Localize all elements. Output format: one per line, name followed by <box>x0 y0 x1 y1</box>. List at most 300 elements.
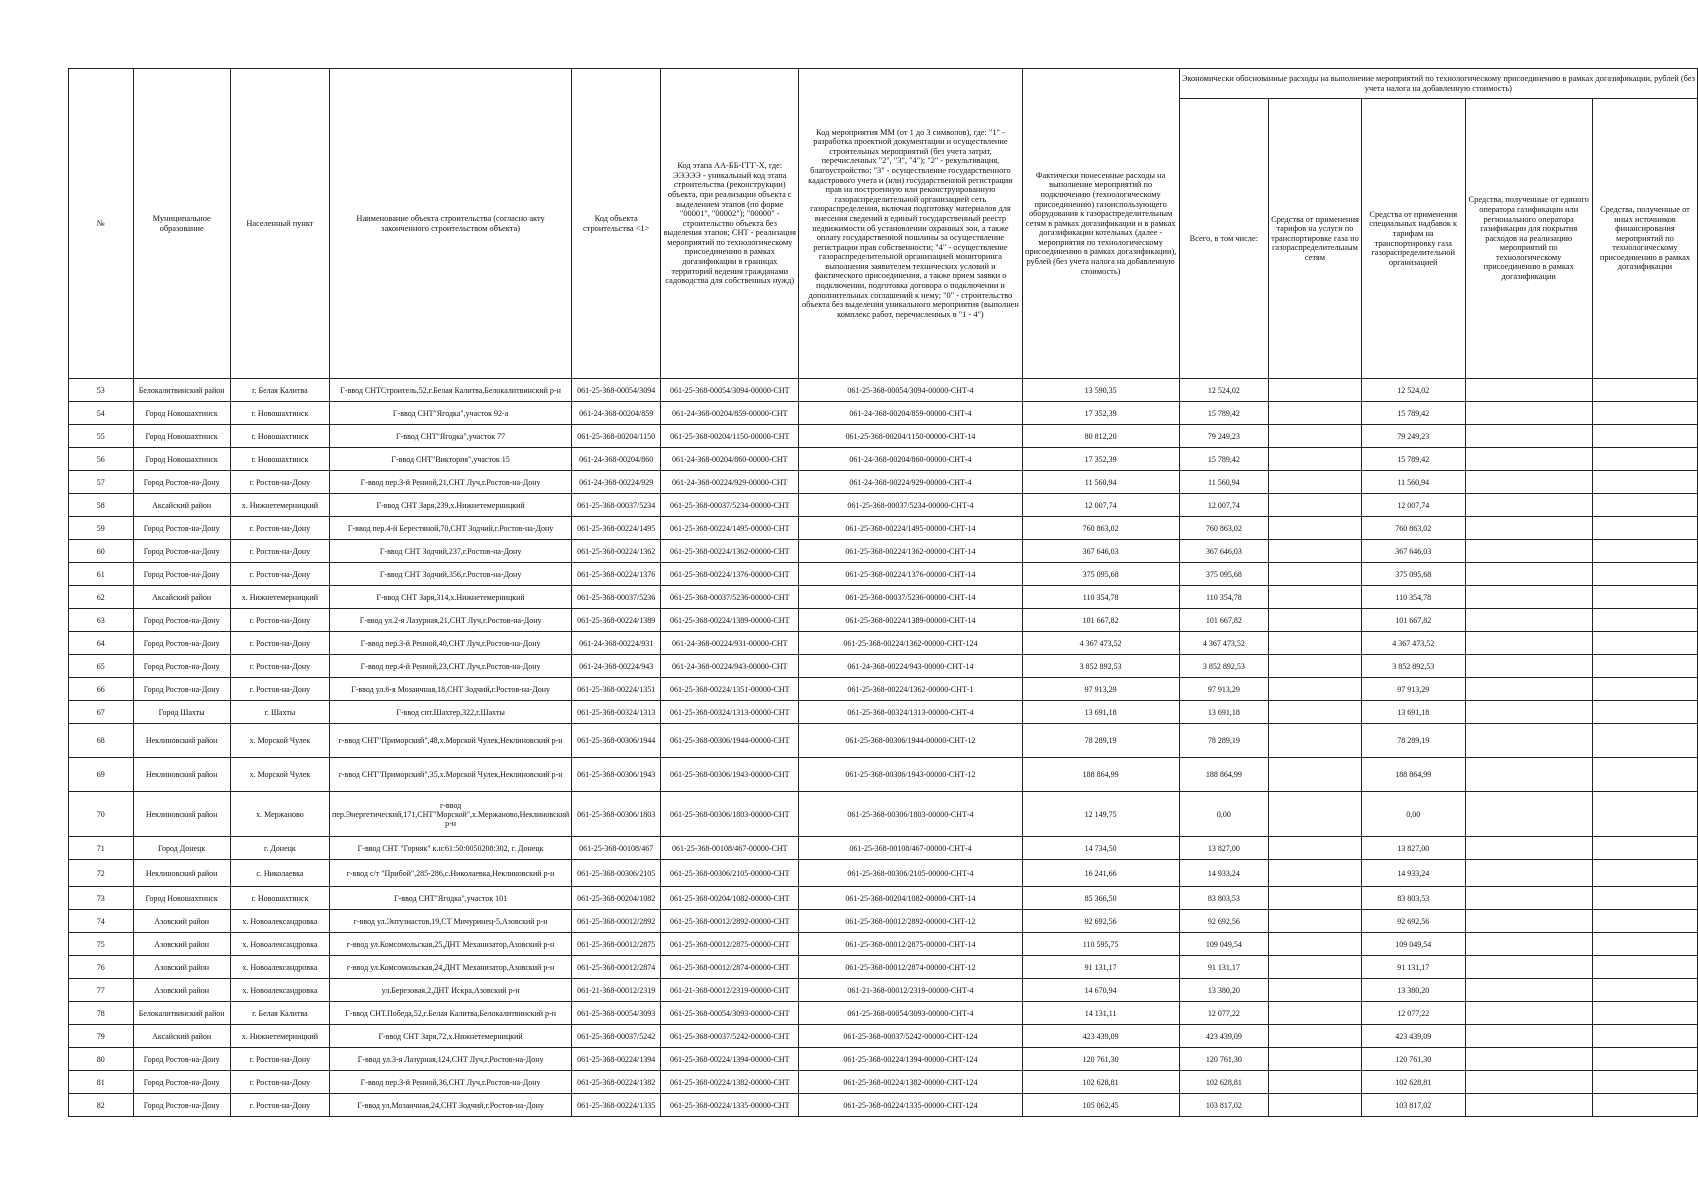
tariff-funds-cell <box>1268 494 1361 517</box>
municipality-cell: Город Ростов-на-Дону <box>133 609 230 632</box>
row-number: 68 <box>69 724 134 758</box>
total-cell: 120 761,30 <box>1179 1048 1268 1071</box>
operator-funds-cell <box>1465 1002 1592 1025</box>
object-name-cell: Г-ввод СНТСтроитель,52,г.Белая Калитва,Белокалитвинский р-н <box>330 379 572 402</box>
object-code-cell: 061-25-368-00037/5242 <box>572 1025 661 1048</box>
header-stage-code: Код этапа АА-ББ-ГГГ-Х, где: ЭЭЭЭЭ - уникальный код этапа строительства (реконструкции) объекта, при реализации объекта с выделением этапов (по форме "00001", "00002"); "00000" - строительство объекта без выделения этапов; СНТ - реализация мероприятий по технологическому присоединению в рамках догазификации в границах территорий ведения гражданами садоводства для собственных нужд) <box>661 69 799 379</box>
operator-funds-cell <box>1465 1071 1592 1094</box>
surcharge-funds-cell: 13 380,20 <box>1361 979 1465 1002</box>
operator-funds-cell <box>1465 632 1592 655</box>
operator-funds-cell <box>1465 758 1592 792</box>
object-name-cell: Г-ввод ул.Мозаичная,24,СНТ Зодчий,г.Ростов-на-Дону <box>330 1094 572 1117</box>
other-funds-cell <box>1592 655 1697 678</box>
settlement-cell: г. Ростов-на-Дону <box>230 1071 329 1094</box>
operator-funds-cell <box>1465 586 1592 609</box>
row-number: 75 <box>69 933 134 956</box>
settlement-cell: г. Новошахтинск <box>230 887 329 910</box>
table-row <box>69 448 1698 471</box>
row-number: 73 <box>69 887 134 910</box>
object-code-cell: 061-25-368-00012/2874 <box>572 956 661 979</box>
row-number: 59 <box>69 517 134 540</box>
stage-code-cell: 061-25-368-00037/5234-00000-СНТ <box>661 494 799 517</box>
other-funds-cell <box>1592 956 1697 979</box>
header-operator-funds: Средства, полученные от единого оператора газификации или регионального оператора газификации для покрытия расходов на реализацию мероприятий по технологическому присоединению в рамках догазификации <box>1465 99 1592 379</box>
stage-code-cell: 061-24-368-00224/931-00000-СНТ <box>661 632 799 655</box>
row-number: 53 <box>69 379 134 402</box>
tariff-funds-cell <box>1268 540 1361 563</box>
stage-code-cell: 061-25-368-00204/1082-00000-СНТ <box>661 887 799 910</box>
object-name-cell: Г-ввод СНТ Зодчий,237,г.Ростов-на-Дону <box>330 540 572 563</box>
operator-funds-cell <box>1465 724 1592 758</box>
table-row <box>69 758 1698 792</box>
operator-funds-cell <box>1465 655 1592 678</box>
actual-costs-cell: 4 367 473,52 <box>1022 632 1179 655</box>
total-cell: 92 692,56 <box>1179 910 1268 933</box>
total-cell: 15 789,42 <box>1179 402 1268 425</box>
object-code-cell: 061-25-368-00054/3093 <box>572 1002 661 1025</box>
object-name-cell: Г-ввод СНТ.Победа,52,г.Белая Калитва,Белокалитвинский р-н <box>330 1002 572 1025</box>
settlement-cell: г. Ростов-на-Дону <box>230 609 329 632</box>
tariff-funds-cell <box>1268 979 1361 1002</box>
object-code-cell: 061-25-368-00012/2875 <box>572 933 661 956</box>
row-number: 71 <box>69 837 134 860</box>
object-name-cell: ул.Березовая,2,ДНТ Искра,Азовский р-н <box>330 979 572 1002</box>
surcharge-funds-cell: 12 007,74 <box>1361 494 1465 517</box>
actual-costs-cell: 13 590,35 <box>1022 379 1179 402</box>
total-cell: 79 249,23 <box>1179 425 1268 448</box>
measure-code-cell: 061-25-368-00306/2105-00000-СНТ-4 <box>799 860 1022 887</box>
object-code-cell: 061-25-368-00204/1082 <box>572 887 661 910</box>
total-cell: 14 933,24 <box>1179 860 1268 887</box>
object-code-cell: 061-25-368-00224/1351 <box>572 678 661 701</box>
object-name-cell: Г-ввод СНТ "Горняк" к.н:61:50:0050208:302, г. Донецк <box>330 837 572 860</box>
operator-funds-cell <box>1465 425 1592 448</box>
row-number: 78 <box>69 1002 134 1025</box>
object-name-cell: Г-ввод СНТ"Ягодка",участок 101 <box>330 887 572 910</box>
settlement-cell: г. Донецк <box>230 837 329 860</box>
municipality-cell: Белокалитвинский район <box>133 1002 230 1025</box>
row-number: 76 <box>69 956 134 979</box>
municipality-cell: Город Ростов-на-Дону <box>133 1048 230 1071</box>
actual-costs-cell: 92 692,56 <box>1022 910 1179 933</box>
tariff-funds-cell <box>1268 402 1361 425</box>
operator-funds-cell <box>1465 1025 1592 1048</box>
other-funds-cell <box>1592 837 1697 860</box>
actual-costs-cell: 16 241,66 <box>1022 860 1179 887</box>
total-cell: 12 077,22 <box>1179 1002 1268 1025</box>
object-name-cell: Г-ввод СНТ"Ягодка",участок 92-а <box>330 402 572 425</box>
tariff-funds-cell <box>1268 701 1361 724</box>
measure-code-cell: 061-25-368-00204/1082-00000-СНТ-14 <box>799 887 1022 910</box>
object-code-cell: 061-25-368-00224/1335 <box>572 1094 661 1117</box>
surcharge-funds-cell: 367 646,03 <box>1361 540 1465 563</box>
operator-funds-cell <box>1465 1048 1592 1071</box>
other-funds-cell <box>1592 402 1697 425</box>
object-code-cell: 061-25-368-00306/1944 <box>572 724 661 758</box>
table-row <box>69 792 1698 837</box>
object-code-cell: 061-24-368-00204/859 <box>572 402 661 425</box>
object-code-cell: 061-25-368-00037/5236 <box>572 586 661 609</box>
actual-costs-cell: 367 646,03 <box>1022 540 1179 563</box>
total-cell: 4 367 473,52 <box>1179 632 1268 655</box>
actual-costs-cell: 17 352,39 <box>1022 402 1179 425</box>
object-name-cell: г-ввод ул.Комсомольская,24,ДНТ Механизатор,Азовский р-н <box>330 956 572 979</box>
tariff-funds-cell <box>1268 758 1361 792</box>
surcharge-funds-cell: 13 827,00 <box>1361 837 1465 860</box>
object-name-cell: г-ввод СНТ"Приморский",48,х.Морской Чулек,Неклиновский р-н <box>330 724 572 758</box>
object-code-cell: 061-25-368-00204/1150 <box>572 425 661 448</box>
object-code-cell: 061-25-368-00108/467 <box>572 837 661 860</box>
measure-code-cell: 061-25-368-00224/1335-00000-СНТ-124 <box>799 1094 1022 1117</box>
measure-code-cell: 061-25-368-00037/5234-00000-СНТ-4 <box>799 494 1022 517</box>
other-funds-cell <box>1592 448 1697 471</box>
table-row <box>69 379 1698 402</box>
tariff-funds-cell <box>1268 1048 1361 1071</box>
tariff-funds-cell <box>1268 860 1361 887</box>
total-cell: 103 817,02 <box>1179 1094 1268 1117</box>
municipality-cell: Неклиновский район <box>133 792 230 837</box>
measure-code-cell: 061-25-368-00224/1394-00000-СНТ-124 <box>799 1048 1022 1071</box>
stage-code-cell: 061-25-368-00224/1362-00000-СНТ <box>661 540 799 563</box>
operator-funds-cell <box>1465 379 1592 402</box>
object-code-cell: 061-25-368-00306/1803 <box>572 792 661 837</box>
municipality-cell: Азовский район <box>133 956 230 979</box>
settlement-cell: г. Шахты <box>230 701 329 724</box>
municipality-cell: Город Новошахтинск <box>133 887 230 910</box>
surcharge-funds-cell: 97 913,29 <box>1361 678 1465 701</box>
settlement-cell: х. Морской Чулек <box>230 758 329 792</box>
row-number: 69 <box>69 758 134 792</box>
measure-code-cell: 061-25-368-00204/1150-00000-СНТ-14 <box>799 425 1022 448</box>
tariff-funds-cell <box>1268 632 1361 655</box>
object-code-cell: 061-25-368-00306/1943 <box>572 758 661 792</box>
surcharge-funds-cell: 109 049,54 <box>1361 933 1465 956</box>
measure-code-cell: 061-25-368-00324/1313-00000-СНТ-4 <box>799 701 1022 724</box>
total-cell: 83 803,53 <box>1179 887 1268 910</box>
table-row <box>69 933 1698 956</box>
settlement-cell: г. Ростов-на-Дону <box>230 517 329 540</box>
settlement-cell: г. Новошахтинск <box>230 448 329 471</box>
table-row <box>69 425 1698 448</box>
surcharge-funds-cell: 760 863,02 <box>1361 517 1465 540</box>
other-funds-cell <box>1592 1025 1697 1048</box>
surcharge-funds-cell: 14 933,24 <box>1361 860 1465 887</box>
table-row <box>69 1094 1698 1117</box>
measure-code-cell: 061-21-368-00012/2319-00000-СНТ-4 <box>799 979 1022 1002</box>
surcharge-funds-cell: 13 691,18 <box>1361 701 1465 724</box>
measure-code-cell: 061-25-368-00108/467-00000-СНТ-4 <box>799 837 1022 860</box>
costs-table <box>68 68 1698 1117</box>
measure-code-cell: 061-24-368-00204/859-00000-СНТ-4 <box>799 402 1022 425</box>
row-number: 80 <box>69 1048 134 1071</box>
measure-code-cell: 061-24-368-00224/943-00000-СНТ-14 <box>799 655 1022 678</box>
settlement-cell: х. Новоалександровка <box>230 956 329 979</box>
stage-code-cell: 061-24-368-00204/860-00000-СНТ <box>661 448 799 471</box>
measure-code-cell: 061-25-368-00012/2892-00000-СНТ-12 <box>799 910 1022 933</box>
other-funds-cell <box>1592 471 1697 494</box>
surcharge-funds-cell: 375 095,68 <box>1361 563 1465 586</box>
stage-code-cell: 061-25-368-00306/1803-00000-СНТ <box>661 792 799 837</box>
other-funds-cell <box>1592 379 1697 402</box>
object-code-cell: 061-25-368-00037/5234 <box>572 494 661 517</box>
settlement-cell: х. Новоалександровка <box>230 979 329 1002</box>
stage-code-cell: 061-25-368-00054/3094-00000-СНТ <box>661 379 799 402</box>
stage-code-cell: 061-25-368-00224/1382-00000-СНТ <box>661 1071 799 1094</box>
settlement-cell: х. Нижнетемерницкий <box>230 494 329 517</box>
tariff-funds-cell <box>1268 910 1361 933</box>
row-number: 79 <box>69 1025 134 1048</box>
object-code-cell: 061-25-368-00224/1394 <box>572 1048 661 1071</box>
operator-funds-cell <box>1465 448 1592 471</box>
measure-code-cell: 061-25-368-00012/2875-00000-СНТ-14 <box>799 933 1022 956</box>
other-funds-cell <box>1592 678 1697 701</box>
header-municipality: Муниципальное образование <box>133 69 230 379</box>
other-funds-cell <box>1592 792 1697 837</box>
table-row <box>69 540 1698 563</box>
municipality-cell: Город Ростов-на-Дону <box>133 655 230 678</box>
operator-funds-cell <box>1465 979 1592 1002</box>
settlement-cell: г. Белая Калитва <box>230 1002 329 1025</box>
municipality-cell: Город Ростов-на-Дону <box>133 540 230 563</box>
tariff-funds-cell <box>1268 1025 1361 1048</box>
actual-costs-cell: 14 131,11 <box>1022 1002 1179 1025</box>
object-code-cell: 061-25-368-00224/1495 <box>572 517 661 540</box>
settlement-cell: г. Ростов-на-Дону <box>230 540 329 563</box>
total-cell: 760 863,02 <box>1179 517 1268 540</box>
object-code-cell: 061-25-368-00012/2892 <box>572 910 661 933</box>
stage-code-cell: 061-24-368-00224/929-00000-СНТ <box>661 471 799 494</box>
stage-code-cell: 061-25-368-00306/1944-00000-СНТ <box>661 724 799 758</box>
tariff-funds-cell <box>1268 933 1361 956</box>
settlement-cell: г. Ростов-на-Дону <box>230 678 329 701</box>
measure-code-cell: 061-25-368-00054/3094-00000-СНТ-4 <box>799 379 1022 402</box>
table-row <box>69 586 1698 609</box>
measure-code-cell: 061-24-368-00204/860-00000-СНТ-4 <box>799 448 1022 471</box>
operator-funds-cell <box>1465 494 1592 517</box>
actual-costs-cell: 12 007,74 <box>1022 494 1179 517</box>
object-name-cell: Г-ввод ул.3-я Лазурная,124,СНТ Луч,г.Ростов-на-Дону <box>330 1048 572 1071</box>
actual-costs-cell: 101 667,82 <box>1022 609 1179 632</box>
actual-costs-cell: 11 560,94 <box>1022 471 1179 494</box>
object-name-cell: Г-ввод СНТ Заря,72,х.Нижнетемерницкий <box>330 1025 572 1048</box>
settlement-cell: х. Нижнетемерницкий <box>230 586 329 609</box>
row-number: 54 <box>69 402 134 425</box>
settlement-cell: г. Новошахтинск <box>230 402 329 425</box>
total-cell: 13 827,00 <box>1179 837 1268 860</box>
measure-code-cell: 061-25-368-00224/1376-00000-СНТ-14 <box>799 563 1022 586</box>
stage-code-cell: 061-25-368-00224/1389-00000-СНТ <box>661 609 799 632</box>
other-funds-cell <box>1592 1048 1697 1071</box>
other-funds-cell <box>1592 933 1697 956</box>
measure-code-cell: 061-25-368-00224/1389-00000-СНТ-14 <box>799 609 1022 632</box>
surcharge-funds-cell: 12 524,02 <box>1361 379 1465 402</box>
measure-code-cell: 061-25-368-00224/1362-00000-СНТ-1 <box>799 678 1022 701</box>
tariff-funds-cell <box>1268 609 1361 632</box>
other-funds-cell <box>1592 1002 1697 1025</box>
tariff-funds-cell <box>1268 425 1361 448</box>
municipality-cell: Неклиновский район <box>133 860 230 887</box>
actual-costs-cell: 3 852 892,53 <box>1022 655 1179 678</box>
object-name-cell: Г-ввод пер.3-й Ренной,21,СНТ Луч,г.Ростов-на-Дону <box>330 471 572 494</box>
other-funds-cell <box>1592 1094 1697 1117</box>
table-row <box>69 655 1698 678</box>
tariff-funds-cell <box>1268 586 1361 609</box>
object-name-cell: Г-ввод пер.3-й Ренной,40,СНТ Луч,г.Ростов-на-Дону <box>330 632 572 655</box>
stage-code-cell: 061-25-368-00224/1495-00000-СНТ <box>661 517 799 540</box>
settlement-cell: г. Ростов-на-Дону <box>230 655 329 678</box>
surcharge-funds-cell: 79 249,23 <box>1361 425 1465 448</box>
operator-funds-cell <box>1465 471 1592 494</box>
table-row <box>69 724 1698 758</box>
object-code-cell: 061-24-368-00224/929 <box>572 471 661 494</box>
total-cell: 13 380,20 <box>1179 979 1268 1002</box>
measure-code-cell: 061-25-368-00054/3093-00000-СНТ-4 <box>799 1002 1022 1025</box>
actual-costs-cell: 760 863,02 <box>1022 517 1179 540</box>
settlement-cell: г. Белая Калитва <box>230 379 329 402</box>
surcharge-funds-cell: 12 077,22 <box>1361 1002 1465 1025</box>
actual-costs-cell: 105 062,45 <box>1022 1094 1179 1117</box>
actual-costs-cell: 78 289,19 <box>1022 724 1179 758</box>
row-number: 55 <box>69 425 134 448</box>
total-cell: 78 289,19 <box>1179 724 1268 758</box>
table-row <box>69 956 1698 979</box>
settlement-cell: г. Ростов-на-Дону <box>230 632 329 655</box>
header-group-justified-costs: Экономически обоснованные расходы на выполнение мероприятий по технологическому присоединению в рамках догазификации, рублей (без учета налога на добавленную стоимость) <box>1179 69 1697 99</box>
measure-code-cell: 061-25-368-00224/1362-00000-СНТ-124 <box>799 632 1022 655</box>
row-number: 70 <box>69 792 134 837</box>
header-surcharge-funds: Средства от применения специальных надбавок к тарифам на транспортировку газа газораспределительной организацией <box>1361 99 1465 379</box>
tariff-funds-cell <box>1268 887 1361 910</box>
surcharge-funds-cell: 120 761,30 <box>1361 1048 1465 1071</box>
object-name-cell: г-ввод ул.Комсомольская,25,ДНТ Механизатор,Азовский р-н <box>330 933 572 956</box>
total-cell: 11 560,94 <box>1179 471 1268 494</box>
municipality-cell: Город Ростов-на-Дону <box>133 517 230 540</box>
other-funds-cell <box>1592 724 1697 758</box>
actual-costs-cell: 97 913,29 <box>1022 678 1179 701</box>
surcharge-funds-cell: 101 667,82 <box>1361 609 1465 632</box>
tariff-funds-cell <box>1268 517 1361 540</box>
measure-code-cell: 061-25-368-00306/1803-00000-СНТ-4 <box>799 792 1022 837</box>
municipality-cell: Город Донецк <box>133 837 230 860</box>
surcharge-funds-cell: 15 789,42 <box>1361 402 1465 425</box>
stage-code-cell: 061-25-368-00012/2892-00000-СНТ <box>661 910 799 933</box>
table-row <box>69 517 1698 540</box>
total-cell: 12 524,02 <box>1179 379 1268 402</box>
total-cell: 15 789,42 <box>1179 448 1268 471</box>
municipality-cell: Азовский район <box>133 910 230 933</box>
object-name-cell: Г-ввод пер.4-й Ренной,23,СНТ Луч,г.Ростов-на-Дону <box>330 655 572 678</box>
object-name-cell: Г-ввод снт.Шахтер,322,г.Шахты <box>330 701 572 724</box>
table-row <box>69 494 1698 517</box>
stage-code-cell: 061-25-368-00037/5236-00000-СНТ <box>661 586 799 609</box>
municipality-cell: Город Ростов-на-Дону <box>133 563 230 586</box>
header-object-code: Код объекта строительства <1> <box>572 69 661 379</box>
tariff-funds-cell <box>1268 1071 1361 1094</box>
other-funds-cell <box>1592 540 1697 563</box>
object-name-cell: г-ввод ул.Энтузиастов,19,СТ Мичуринец-5,Азовский р-н <box>330 910 572 933</box>
row-number: 58 <box>69 494 134 517</box>
measure-code-cell: 061-25-368-00306/1944-00000-СНТ-12 <box>799 724 1022 758</box>
table-row <box>69 1048 1698 1071</box>
surcharge-funds-cell: 110 354,78 <box>1361 586 1465 609</box>
other-funds-cell <box>1592 910 1697 933</box>
object-code-cell: 061-24-368-00224/943 <box>572 655 661 678</box>
surcharge-funds-cell: 83 803,53 <box>1361 887 1465 910</box>
tariff-funds-cell <box>1268 655 1361 678</box>
operator-funds-cell <box>1465 609 1592 632</box>
header-actual-costs: Фактически понесенные расходы на выполнение мероприятий по подключению (технологическому присоединению) газоиспользующего оборудования к газораспределительным сетям в рамках догазификации и в рамках догазификации котельных (далее - мероприятия по технологическому присоединению в рамках догазификации), рублей (без учета налога на добавленную стоимость) <box>1022 69 1179 379</box>
object-code-cell: 061-24-368-00204/860 <box>572 448 661 471</box>
stage-code-cell: 061-25-368-00224/1351-00000-СНТ <box>661 678 799 701</box>
stage-code-cell: 061-25-368-00037/5242-00000-СНТ <box>661 1025 799 1048</box>
municipality-cell: Город Шахты <box>133 701 230 724</box>
stage-code-cell: 061-25-368-00108/467-00000-СНТ <box>661 837 799 860</box>
settlement-cell: х. Нижнетемерницкий <box>230 1025 329 1048</box>
table-row <box>69 632 1698 655</box>
actual-costs-cell: 14 670,94 <box>1022 979 1179 1002</box>
row-number: 72 <box>69 860 134 887</box>
stage-code-cell: 061-25-368-00204/1150-00000-СНТ <box>661 425 799 448</box>
object-code-cell: 061-21-368-00012/2319 <box>572 979 661 1002</box>
object-code-cell: 061-25-368-00306/2105 <box>572 860 661 887</box>
tariff-funds-cell <box>1268 678 1361 701</box>
row-number: 62 <box>69 586 134 609</box>
row-number: 81 <box>69 1071 134 1094</box>
row-number: 57 <box>69 471 134 494</box>
operator-funds-cell <box>1465 563 1592 586</box>
total-cell: 375 095,68 <box>1179 563 1268 586</box>
table-row <box>69 701 1698 724</box>
municipality-cell: Аксайский район <box>133 494 230 517</box>
tariff-funds-cell <box>1268 1002 1361 1025</box>
actual-costs-cell: 85 366,50 <box>1022 887 1179 910</box>
stage-code-cell: 061-25-368-00224/1335-00000-СНТ <box>661 1094 799 1117</box>
total-cell: 188 864,99 <box>1179 758 1268 792</box>
measure-code-cell: 061-25-368-00224/1382-00000-СНТ-124 <box>799 1071 1022 1094</box>
row-number: 66 <box>69 678 134 701</box>
actual-costs-cell: 423 439,09 <box>1022 1025 1179 1048</box>
header-tariff-funds: Средства от применения тарифов на услуги по транспортировке газа по газораспределительным сетям <box>1268 99 1361 379</box>
municipality-cell: Город Ростов-на-Дону <box>133 678 230 701</box>
settlement-cell: г. Ростов-на-Дону <box>230 471 329 494</box>
municipality-cell: Неклиновский район <box>133 758 230 792</box>
settlement-cell: х. Новоалександровка <box>230 910 329 933</box>
header-object-name: Наименование объекта строительства (согласно акту законченного строительством объекта) <box>330 69 572 379</box>
municipality-cell: Неклиновский район <box>133 724 230 758</box>
surcharge-funds-cell: 423 439,09 <box>1361 1025 1465 1048</box>
operator-funds-cell <box>1465 860 1592 887</box>
operator-funds-cell <box>1465 792 1592 837</box>
other-funds-cell <box>1592 887 1697 910</box>
other-funds-cell <box>1592 609 1697 632</box>
actual-costs-cell: 14 734,50 <box>1022 837 1179 860</box>
actual-costs-cell: 120 761,30 <box>1022 1048 1179 1071</box>
settlement-cell: с. Николаевка <box>230 860 329 887</box>
measure-code-cell: 061-24-368-00224/929-00000-СНТ-4 <box>799 471 1022 494</box>
object-name-cell: Г-ввод ул.2-я Лазурная,21,СНТ Луч,г.Ростов-на-Дону <box>330 609 572 632</box>
object-name-cell: Г-ввод СНТ Заря,239,х.Нижнетемерницкий <box>330 494 572 517</box>
surcharge-funds-cell: 102 628,81 <box>1361 1071 1465 1094</box>
settlement-cell: г. Ростов-на-Дону <box>230 563 329 586</box>
other-funds-cell <box>1592 758 1697 792</box>
total-cell: 102 628,81 <box>1179 1071 1268 1094</box>
stage-code-cell: 061-25-368-00054/3093-00000-СНТ <box>661 1002 799 1025</box>
surcharge-funds-cell: 188 864,99 <box>1361 758 1465 792</box>
row-number: 56 <box>69 448 134 471</box>
table-body <box>69 379 1698 1117</box>
object-code-cell: 061-25-368-00324/1313 <box>572 701 661 724</box>
operator-funds-cell <box>1465 910 1592 933</box>
